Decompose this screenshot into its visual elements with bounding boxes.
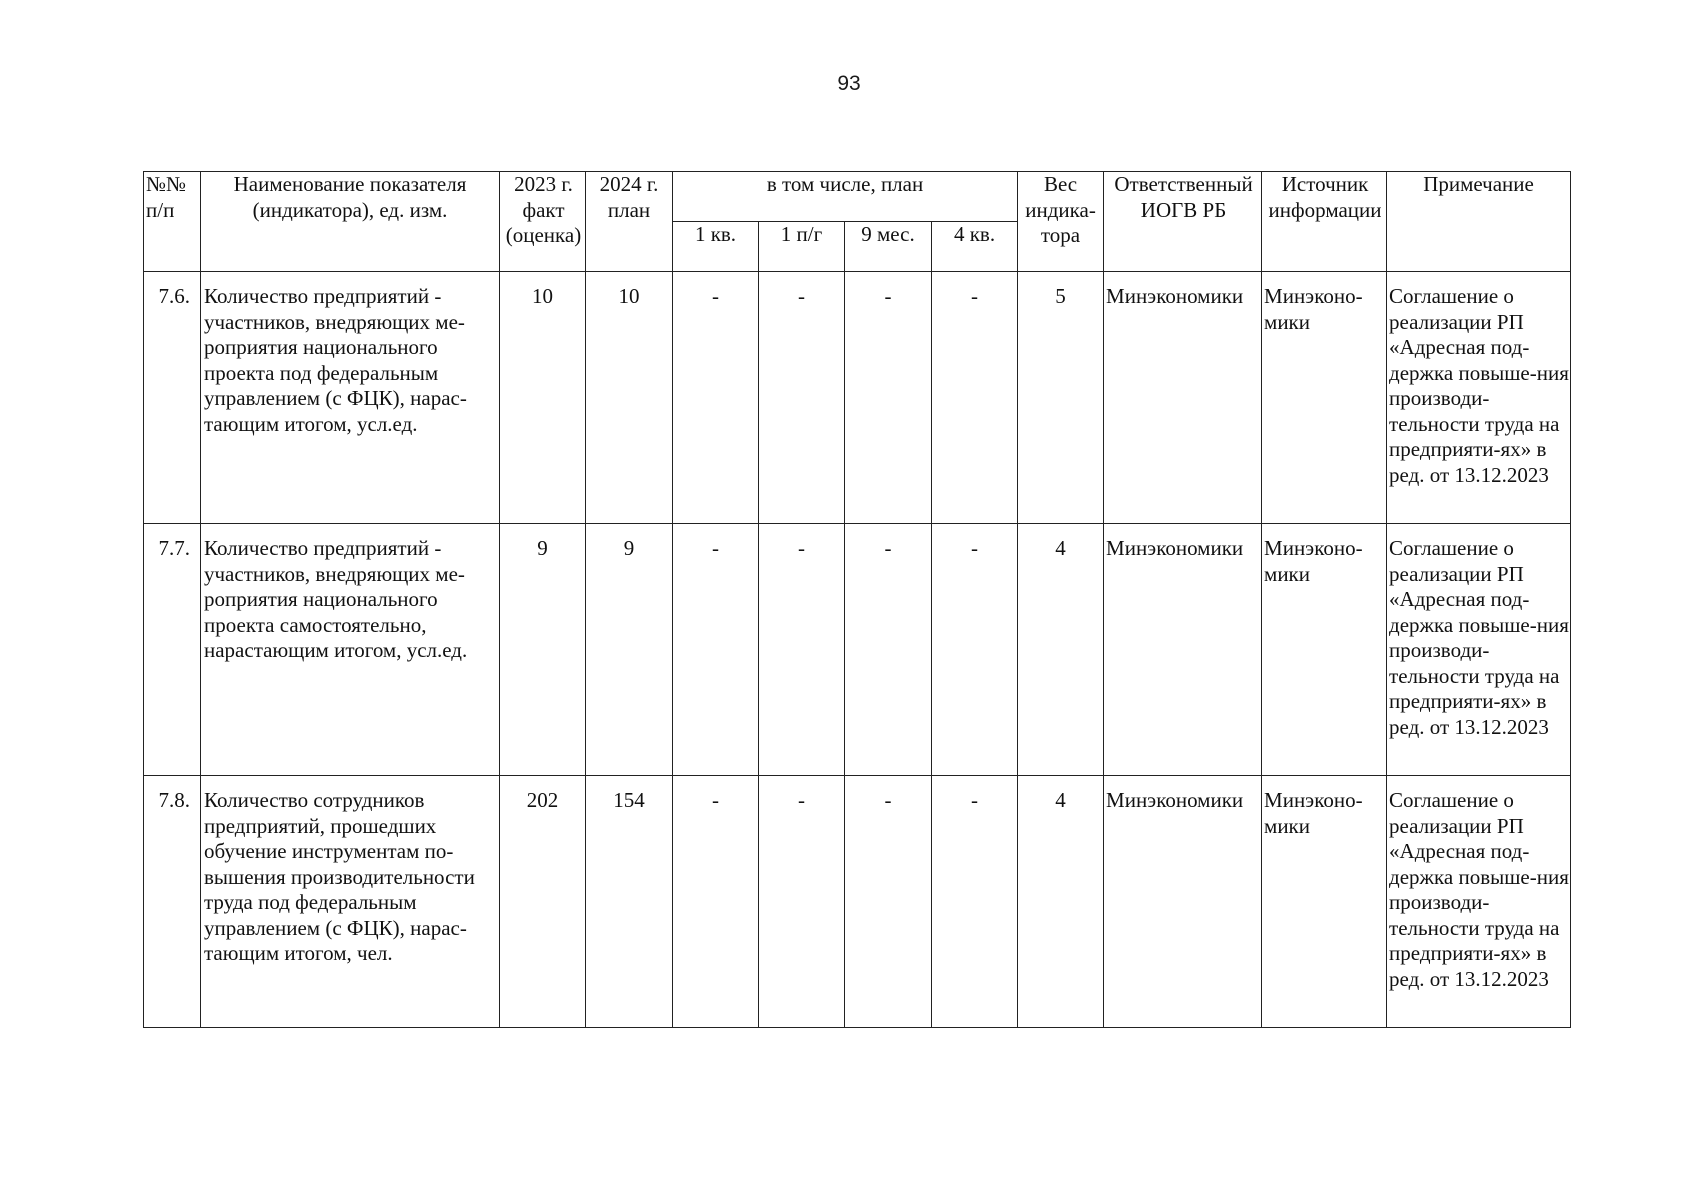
row-plan-2024: 9 (586, 524, 673, 776)
row-responsible: Минэкономики (1104, 524, 1262, 776)
row-weight: 4 (1018, 524, 1104, 776)
row-weight: 5 (1018, 272, 1104, 524)
indicators-table (143, 171, 1571, 1028)
table-row (144, 272, 1571, 524)
table-row (144, 524, 1571, 776)
row-responsible: Минэкономики (1104, 272, 1262, 524)
header-weight: Вес индика-тора (1018, 172, 1104, 272)
row-q4: - (932, 272, 1018, 524)
header-including-plan: в том числе, план (673, 172, 1018, 222)
row-q4: - (932, 776, 1018, 1028)
row-9-months: - (845, 272, 932, 524)
header-source: Источник информации (1262, 172, 1387, 272)
row-fact-2023: 9 (500, 524, 586, 776)
row-source: Минэконо-мики (1262, 272, 1387, 524)
header-responsible: Ответственный ИОГВ РБ (1104, 172, 1262, 272)
row-fact-2023: 202 (500, 776, 586, 1028)
row-q4: - (932, 524, 1018, 776)
row-source: Минэконо-мики (1262, 524, 1387, 776)
row-number: 7.8. (144, 776, 201, 1028)
header-q4: 4 кв. (932, 222, 1018, 272)
row-plan-2024: 10 (586, 272, 673, 524)
row-indicator-name: Количество предприятий - участников, внедряющих ме-роприятия национального проекта самостоятельно, нарастающим итогом, усл.ед. (201, 524, 500, 776)
header-plan-2024: 2024 г. план (586, 172, 673, 272)
row-q1: - (673, 524, 759, 776)
row-number: 7.6. (144, 272, 201, 524)
row-source: Минэконо-мики (1262, 776, 1387, 1028)
header-number: №№ п/п (144, 172, 201, 272)
row-responsible: Минэкономики (1104, 776, 1262, 1028)
row-indicator-name: Количество сотрудников предприятий, прошедших обучение инструментам по-вышения производительности труда под федеральным управлением (с ФЦК), нарас-тающим итогом, чел. (201, 776, 500, 1028)
row-note: Соглашение о реализации РП «Адресная под-держка повыше-ния производи-тельности труда на предприяти-ях» в ред. от 13.12.2023 (1387, 776, 1571, 1028)
row-9-months: - (845, 524, 932, 776)
header-row (144, 172, 1571, 222)
table-header (144, 172, 1571, 272)
row-fact-2023: 10 (500, 272, 586, 524)
row-h1: - (759, 776, 845, 1028)
table-body (144, 272, 1571, 1028)
row-weight: 4 (1018, 776, 1104, 1028)
header-9-months: 9 мес. (845, 222, 932, 272)
row-q1: - (673, 272, 759, 524)
header-indicator-name: Наименование показателя (индикатора), ед. изм. (201, 172, 500, 272)
row-plan-2024: 154 (586, 776, 673, 1028)
row-note: Соглашение о реализации РП «Адресная под-держка повыше-ния производи-тельности труда на предприяти-ях» в ред. от 13.12.2023 (1387, 524, 1571, 776)
page-number: 93 (837, 72, 861, 95)
header-note: Примечание (1387, 172, 1571, 272)
header-h1: 1 п/г (759, 222, 845, 272)
row-note: Соглашение о реализации РП «Адресная под-держка повыше-ния производи-тельности труда на предприяти-ях» в ред. от 13.12.2023 (1387, 272, 1571, 524)
row-number: 7.7. (144, 524, 201, 776)
table-row (144, 776, 1571, 1028)
row-9-months: - (845, 776, 932, 1028)
row-q1: - (673, 776, 759, 1028)
row-indicator-name: Количество предприятий - участников, внедряющих ме-роприятия национального проекта под федеральным управлением (с ФЦК), нарас-тающим итогом, усл.ед. (201, 272, 500, 524)
header-fact-2023: 2023 г. факт (оценка) (500, 172, 586, 272)
row-h1: - (759, 272, 845, 524)
header-q1: 1 кв. (673, 222, 759, 272)
row-h1: - (759, 524, 845, 776)
